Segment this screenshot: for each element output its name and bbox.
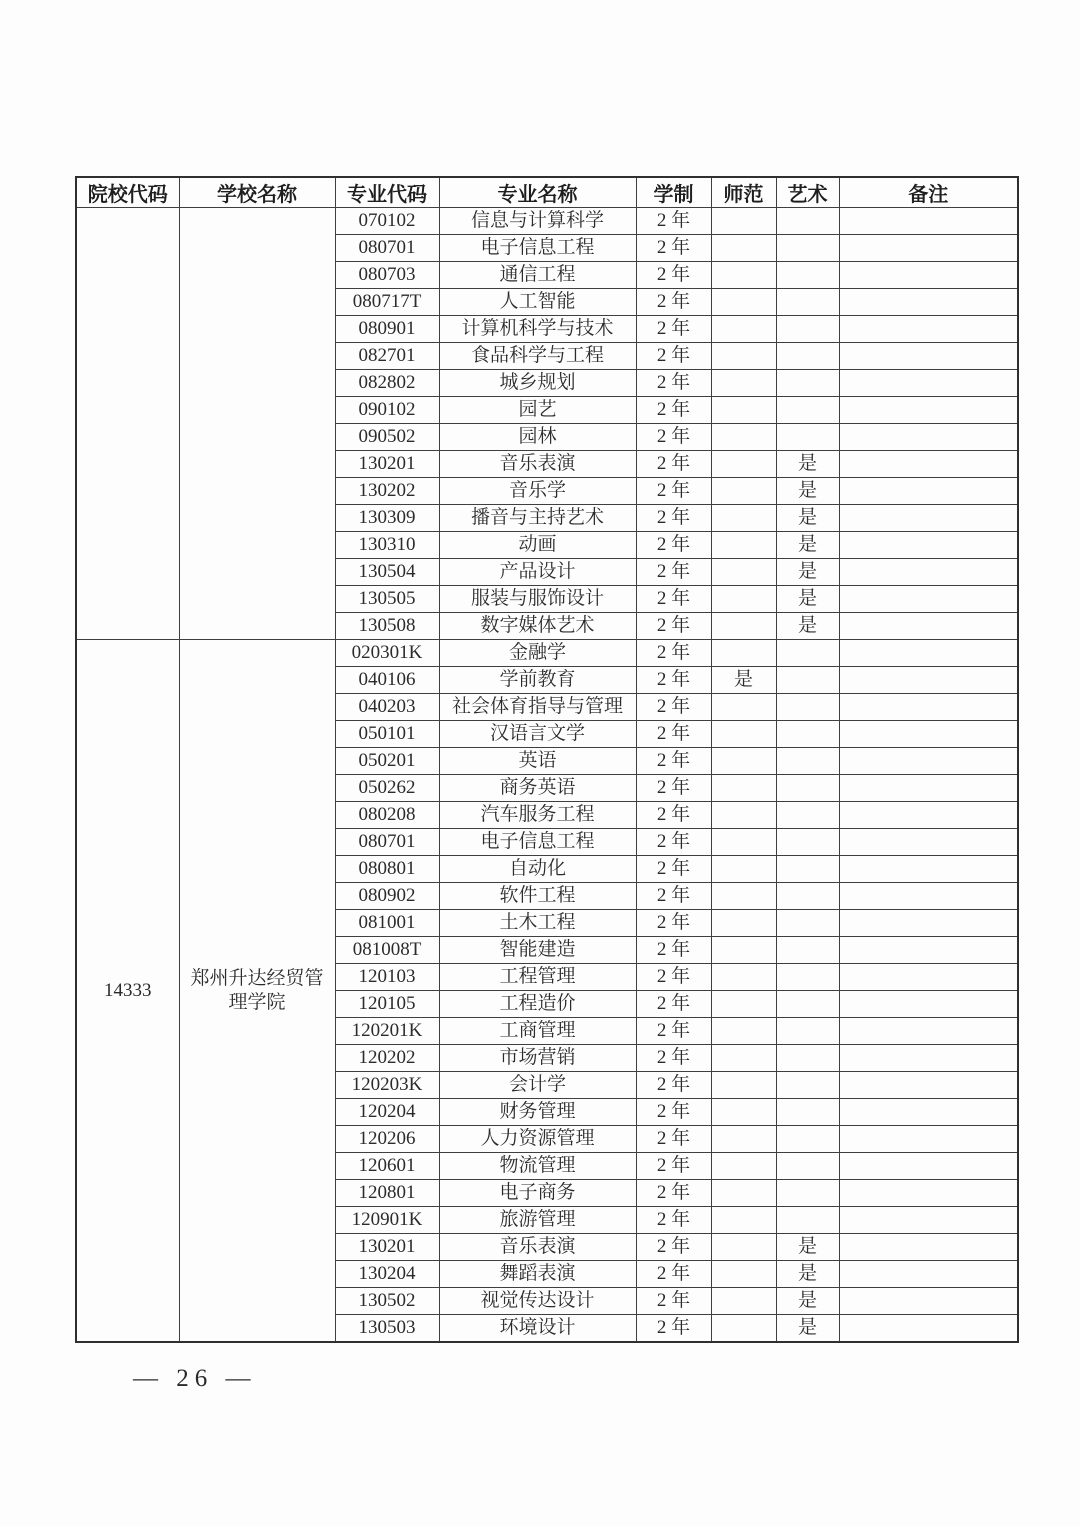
duration-cell: 2 年	[636, 343, 711, 370]
art-flag-cell	[776, 1045, 839, 1072]
school-code-cell: 14333	[76, 640, 179, 1343]
art-flag-cell	[776, 991, 839, 1018]
duration-cell: 2 年	[636, 397, 711, 424]
note-cell	[839, 883, 1018, 910]
duration-cell: 2 年	[636, 478, 711, 505]
major-name-cell: 城乡规划	[439, 370, 636, 397]
major-name-cell: 汽车服务工程	[439, 802, 636, 829]
major-name-cell: 软件工程	[439, 883, 636, 910]
major-code-cell: 130502	[335, 1288, 439, 1315]
duration-cell: 2 年	[636, 910, 711, 937]
major-code-cell: 130310	[335, 532, 439, 559]
art-flag-cell	[776, 856, 839, 883]
major-name-cell: 舞蹈表演	[439, 1261, 636, 1288]
note-cell	[839, 640, 1018, 667]
art-flag-cell: 是	[776, 532, 839, 559]
note-cell	[839, 1099, 1018, 1126]
major-code-cell: 080701	[335, 829, 439, 856]
column-header: 备注	[839, 177, 1018, 208]
major-name-cell: 工商管理	[439, 1018, 636, 1045]
duration-cell: 2 年	[636, 1072, 711, 1099]
art-flag-cell: 是	[776, 613, 839, 640]
major-code-cell: 080902	[335, 883, 439, 910]
duration-cell: 2 年	[636, 559, 711, 586]
note-cell	[839, 1207, 1018, 1234]
art-flag-cell	[776, 829, 839, 856]
major-code-cell: 120204	[335, 1099, 439, 1126]
major-name-cell: 土木工程	[439, 910, 636, 937]
art-flag-cell	[776, 802, 839, 829]
teacher-flag-cell	[711, 208, 776, 235]
note-cell	[839, 505, 1018, 532]
teacher-flag-cell	[711, 1288, 776, 1315]
note-cell	[839, 451, 1018, 478]
column-header: 师范	[711, 177, 776, 208]
major-name-cell: 商务英语	[439, 775, 636, 802]
major-name-cell: 学前教育	[439, 667, 636, 694]
major-name-cell: 产品设计	[439, 559, 636, 586]
teacher-flag-cell	[711, 748, 776, 775]
art-flag-cell	[776, 262, 839, 289]
art-flag-cell	[776, 1153, 839, 1180]
major-code-cell: 120801	[335, 1180, 439, 1207]
major-name-cell: 工程管理	[439, 964, 636, 991]
duration-cell: 2 年	[636, 532, 711, 559]
major-name-cell: 英语	[439, 748, 636, 775]
major-name-cell: 电子信息工程	[439, 235, 636, 262]
art-flag-cell	[776, 424, 839, 451]
major-name-cell: 电子商务	[439, 1180, 636, 1207]
major-code-cell: 080801	[335, 856, 439, 883]
duration-cell: 2 年	[636, 262, 711, 289]
teacher-flag-cell	[711, 937, 776, 964]
art-flag-cell: 是	[776, 478, 839, 505]
major-code-cell: 120201K	[335, 1018, 439, 1045]
major-name-cell: 金融学	[439, 640, 636, 667]
major-code-cell: 050262	[335, 775, 439, 802]
major-code-cell: 040106	[335, 667, 439, 694]
art-flag-cell: 是	[776, 1261, 839, 1288]
duration-cell: 2 年	[636, 208, 711, 235]
duration-cell: 2 年	[636, 235, 711, 262]
major-code-cell: 130201	[335, 451, 439, 478]
duration-cell: 2 年	[636, 1234, 711, 1261]
major-code-cell: 120901K	[335, 1207, 439, 1234]
teacher-flag-cell	[711, 1045, 776, 1072]
teacher-flag-cell: 是	[711, 667, 776, 694]
major-code-cell: 120202	[335, 1045, 439, 1072]
major-name-cell: 社会体育指导与管理	[439, 694, 636, 721]
duration-cell: 2 年	[636, 802, 711, 829]
teacher-flag-cell	[711, 1234, 776, 1261]
major-name-cell: 园林	[439, 424, 636, 451]
column-header: 专业代码	[335, 177, 439, 208]
teacher-flag-cell	[711, 1315, 776, 1343]
note-cell	[839, 910, 1018, 937]
art-flag-cell	[776, 748, 839, 775]
major-code-cell: 130503	[335, 1315, 439, 1343]
teacher-flag-cell	[711, 1180, 776, 1207]
duration-cell: 2 年	[636, 964, 711, 991]
major-name-cell: 工程造价	[439, 991, 636, 1018]
major-code-cell: 050201	[335, 748, 439, 775]
major-name-cell: 汉语言文学	[439, 721, 636, 748]
teacher-flag-cell	[711, 1126, 776, 1153]
teacher-flag-cell	[711, 775, 776, 802]
note-cell	[839, 856, 1018, 883]
major-name-cell: 物流管理	[439, 1153, 636, 1180]
major-name-cell: 信息与计算科学	[439, 208, 636, 235]
table-header-row	[76, 177, 1018, 208]
major-code-cell: 120601	[335, 1153, 439, 1180]
teacher-flag-cell	[711, 964, 776, 991]
major-name-cell: 服装与服饰设计	[439, 586, 636, 613]
note-cell	[839, 667, 1018, 694]
major-name-cell: 市场营销	[439, 1045, 636, 1072]
note-cell	[839, 478, 1018, 505]
art-flag-cell	[776, 721, 839, 748]
column-header: 艺术	[776, 177, 839, 208]
major-name-cell: 财务管理	[439, 1099, 636, 1126]
teacher-flag-cell	[711, 802, 776, 829]
teacher-flag-cell	[711, 397, 776, 424]
note-cell	[839, 262, 1018, 289]
major-name-cell: 播音与主持艺术	[439, 505, 636, 532]
art-flag-cell	[776, 1180, 839, 1207]
duration-cell: 2 年	[636, 748, 711, 775]
teacher-flag-cell	[711, 1261, 776, 1288]
duration-cell: 2 年	[636, 721, 711, 748]
major-code-cell: 082701	[335, 343, 439, 370]
art-flag-cell	[776, 235, 839, 262]
art-flag-cell	[776, 640, 839, 667]
teacher-flag-cell	[711, 1207, 776, 1234]
teacher-flag-cell	[711, 883, 776, 910]
note-cell	[839, 964, 1018, 991]
art-flag-cell	[776, 1018, 839, 1045]
teacher-flag-cell	[711, 559, 776, 586]
column-header: 学制	[636, 177, 711, 208]
table-row	[76, 208, 1018, 235]
major-code-cell: 080208	[335, 802, 439, 829]
teacher-flag-cell	[711, 613, 776, 640]
note-cell	[839, 802, 1018, 829]
note-cell	[839, 613, 1018, 640]
duration-cell: 2 年	[636, 1261, 711, 1288]
duration-cell: 2 年	[636, 856, 711, 883]
teacher-flag-cell	[711, 694, 776, 721]
major-code-cell: 120105	[335, 991, 439, 1018]
major-code-cell: 120206	[335, 1126, 439, 1153]
major-code-cell: 040203	[335, 694, 439, 721]
column-header: 学校名称	[179, 177, 335, 208]
note-cell	[839, 397, 1018, 424]
major-code-cell: 090502	[335, 424, 439, 451]
art-flag-cell	[776, 316, 839, 343]
major-code-cell: 090102	[335, 397, 439, 424]
art-flag-cell	[776, 964, 839, 991]
major-name-cell: 音乐表演	[439, 1234, 636, 1261]
duration-cell: 2 年	[636, 1099, 711, 1126]
major-name-cell: 动画	[439, 532, 636, 559]
note-cell	[839, 343, 1018, 370]
teacher-flag-cell	[711, 451, 776, 478]
teacher-flag-cell	[711, 1018, 776, 1045]
major-code-cell: 080717T	[335, 289, 439, 316]
art-flag-cell	[776, 397, 839, 424]
school-name-cell	[179, 208, 335, 640]
teacher-flag-cell	[711, 910, 776, 937]
teacher-flag-cell	[711, 586, 776, 613]
major-name-cell: 人工智能	[439, 289, 636, 316]
major-code-cell: 120103	[335, 964, 439, 991]
art-flag-cell	[776, 1126, 839, 1153]
major-code-cell: 130202	[335, 478, 439, 505]
major-code-cell: 130504	[335, 559, 439, 586]
note-cell	[839, 424, 1018, 451]
teacher-flag-cell	[711, 505, 776, 532]
teacher-flag-cell	[711, 856, 776, 883]
duration-cell: 2 年	[636, 1126, 711, 1153]
teacher-flag-cell	[711, 235, 776, 262]
note-cell	[839, 1045, 1018, 1072]
art-flag-cell	[776, 343, 839, 370]
major-code-cell: 130201	[335, 1234, 439, 1261]
major-name-cell: 电子信息工程	[439, 829, 636, 856]
note-cell	[839, 1126, 1018, 1153]
teacher-flag-cell	[711, 316, 776, 343]
note-cell	[839, 748, 1018, 775]
teacher-flag-cell	[711, 1072, 776, 1099]
major-name-cell: 数字媒体艺术	[439, 613, 636, 640]
major-code-cell: 081001	[335, 910, 439, 937]
art-flag-cell: 是	[776, 451, 839, 478]
duration-cell: 2 年	[636, 316, 711, 343]
art-flag-cell	[776, 1072, 839, 1099]
duration-cell: 2 年	[636, 370, 711, 397]
art-flag-cell: 是	[776, 505, 839, 532]
art-flag-cell	[776, 937, 839, 964]
duration-cell: 2 年	[636, 424, 711, 451]
major-name-cell: 会计学	[439, 1072, 636, 1099]
column-header: 院校代码	[76, 177, 179, 208]
note-cell	[839, 1153, 1018, 1180]
note-cell	[839, 1018, 1018, 1045]
note-cell	[839, 721, 1018, 748]
duration-cell: 2 年	[636, 991, 711, 1018]
duration-cell: 2 年	[636, 1018, 711, 1045]
major-code-cell: 130309	[335, 505, 439, 532]
major-name-cell: 音乐表演	[439, 451, 636, 478]
teacher-flag-cell	[711, 478, 776, 505]
teacher-flag-cell	[711, 640, 776, 667]
art-flag-cell: 是	[776, 586, 839, 613]
note-cell	[839, 1234, 1018, 1261]
major-name-cell: 视觉传达设计	[439, 1288, 636, 1315]
note-cell	[839, 289, 1018, 316]
art-flag-cell	[776, 775, 839, 802]
table-row	[76, 640, 1018, 667]
duration-cell: 2 年	[636, 1180, 711, 1207]
major-name-cell: 旅游管理	[439, 1207, 636, 1234]
teacher-flag-cell	[711, 991, 776, 1018]
duration-cell: 2 年	[636, 694, 711, 721]
duration-cell: 2 年	[636, 1153, 711, 1180]
major-code-cell: 130204	[335, 1261, 439, 1288]
art-flag-cell	[776, 883, 839, 910]
duration-cell: 2 年	[636, 829, 711, 856]
major-code-cell: 130505	[335, 586, 439, 613]
note-cell	[839, 208, 1018, 235]
duration-cell: 2 年	[636, 1207, 711, 1234]
art-flag-cell	[776, 1099, 839, 1126]
school-code-cell	[76, 208, 179, 640]
major-name-cell: 智能建造	[439, 937, 636, 964]
duration-cell: 2 年	[636, 1288, 711, 1315]
major-name-cell: 自动化	[439, 856, 636, 883]
teacher-flag-cell	[711, 424, 776, 451]
art-flag-cell: 是	[776, 559, 839, 586]
note-cell	[839, 991, 1018, 1018]
teacher-flag-cell	[711, 262, 776, 289]
duration-cell: 2 年	[636, 775, 711, 802]
duration-cell: 2 年	[636, 586, 711, 613]
major-code-cell: 080701	[335, 235, 439, 262]
note-cell	[839, 532, 1018, 559]
teacher-flag-cell	[711, 829, 776, 856]
art-flag-cell	[776, 208, 839, 235]
duration-cell: 2 年	[636, 667, 711, 694]
major-code-cell: 120203K	[335, 1072, 439, 1099]
art-flag-cell: 是	[776, 1288, 839, 1315]
major-name-cell: 通信工程	[439, 262, 636, 289]
major-name-cell: 计算机科学与技术	[439, 316, 636, 343]
major-code-cell: 130508	[335, 613, 439, 640]
major-name-cell: 环境设计	[439, 1315, 636, 1343]
note-cell	[839, 1261, 1018, 1288]
major-code-cell: 020301K	[335, 640, 439, 667]
note-cell	[839, 1180, 1018, 1207]
duration-cell: 2 年	[636, 289, 711, 316]
majors-table	[75, 176, 1019, 1343]
teacher-flag-cell	[711, 289, 776, 316]
note-cell	[839, 370, 1018, 397]
note-cell	[839, 235, 1018, 262]
art-flag-cell: 是	[776, 1234, 839, 1261]
major-code-cell: 080703	[335, 262, 439, 289]
note-cell	[839, 829, 1018, 856]
art-flag-cell: 是	[776, 1315, 839, 1343]
column-header: 专业名称	[439, 177, 636, 208]
major-code-cell: 050101	[335, 721, 439, 748]
note-cell	[839, 559, 1018, 586]
duration-cell: 2 年	[636, 451, 711, 478]
teacher-flag-cell	[711, 1099, 776, 1126]
teacher-flag-cell	[711, 343, 776, 370]
major-name-cell: 人力资源管理	[439, 1126, 636, 1153]
major-code-cell: 081008T	[335, 937, 439, 964]
duration-cell: 2 年	[636, 937, 711, 964]
duration-cell: 2 年	[636, 505, 711, 532]
art-flag-cell	[776, 910, 839, 937]
teacher-flag-cell	[711, 370, 776, 397]
duration-cell: 2 年	[636, 613, 711, 640]
art-flag-cell	[776, 1207, 839, 1234]
major-name-cell: 音乐学	[439, 478, 636, 505]
note-cell	[839, 1315, 1018, 1343]
art-flag-cell	[776, 667, 839, 694]
major-name-cell: 食品科学与工程	[439, 343, 636, 370]
note-cell	[839, 775, 1018, 802]
note-cell	[839, 1072, 1018, 1099]
page-number: — 26 —	[133, 1365, 257, 1392]
major-name-cell: 园艺	[439, 397, 636, 424]
note-cell	[839, 937, 1018, 964]
major-code-cell: 082802	[335, 370, 439, 397]
duration-cell: 2 年	[636, 1315, 711, 1343]
duration-cell: 2 年	[636, 1045, 711, 1072]
duration-cell: 2 年	[636, 883, 711, 910]
major-code-cell: 070102	[335, 208, 439, 235]
note-cell	[839, 694, 1018, 721]
note-cell	[839, 316, 1018, 343]
teacher-flag-cell	[711, 1153, 776, 1180]
art-flag-cell	[776, 289, 839, 316]
teacher-flag-cell	[711, 532, 776, 559]
art-flag-cell	[776, 694, 839, 721]
note-cell	[839, 1288, 1018, 1315]
duration-cell: 2 年	[636, 640, 711, 667]
art-flag-cell	[776, 370, 839, 397]
note-cell	[839, 586, 1018, 613]
major-code-cell: 080901	[335, 316, 439, 343]
school-name-cell: 郑州升达经贸管理学院	[179, 640, 335, 1343]
teacher-flag-cell	[711, 721, 776, 748]
